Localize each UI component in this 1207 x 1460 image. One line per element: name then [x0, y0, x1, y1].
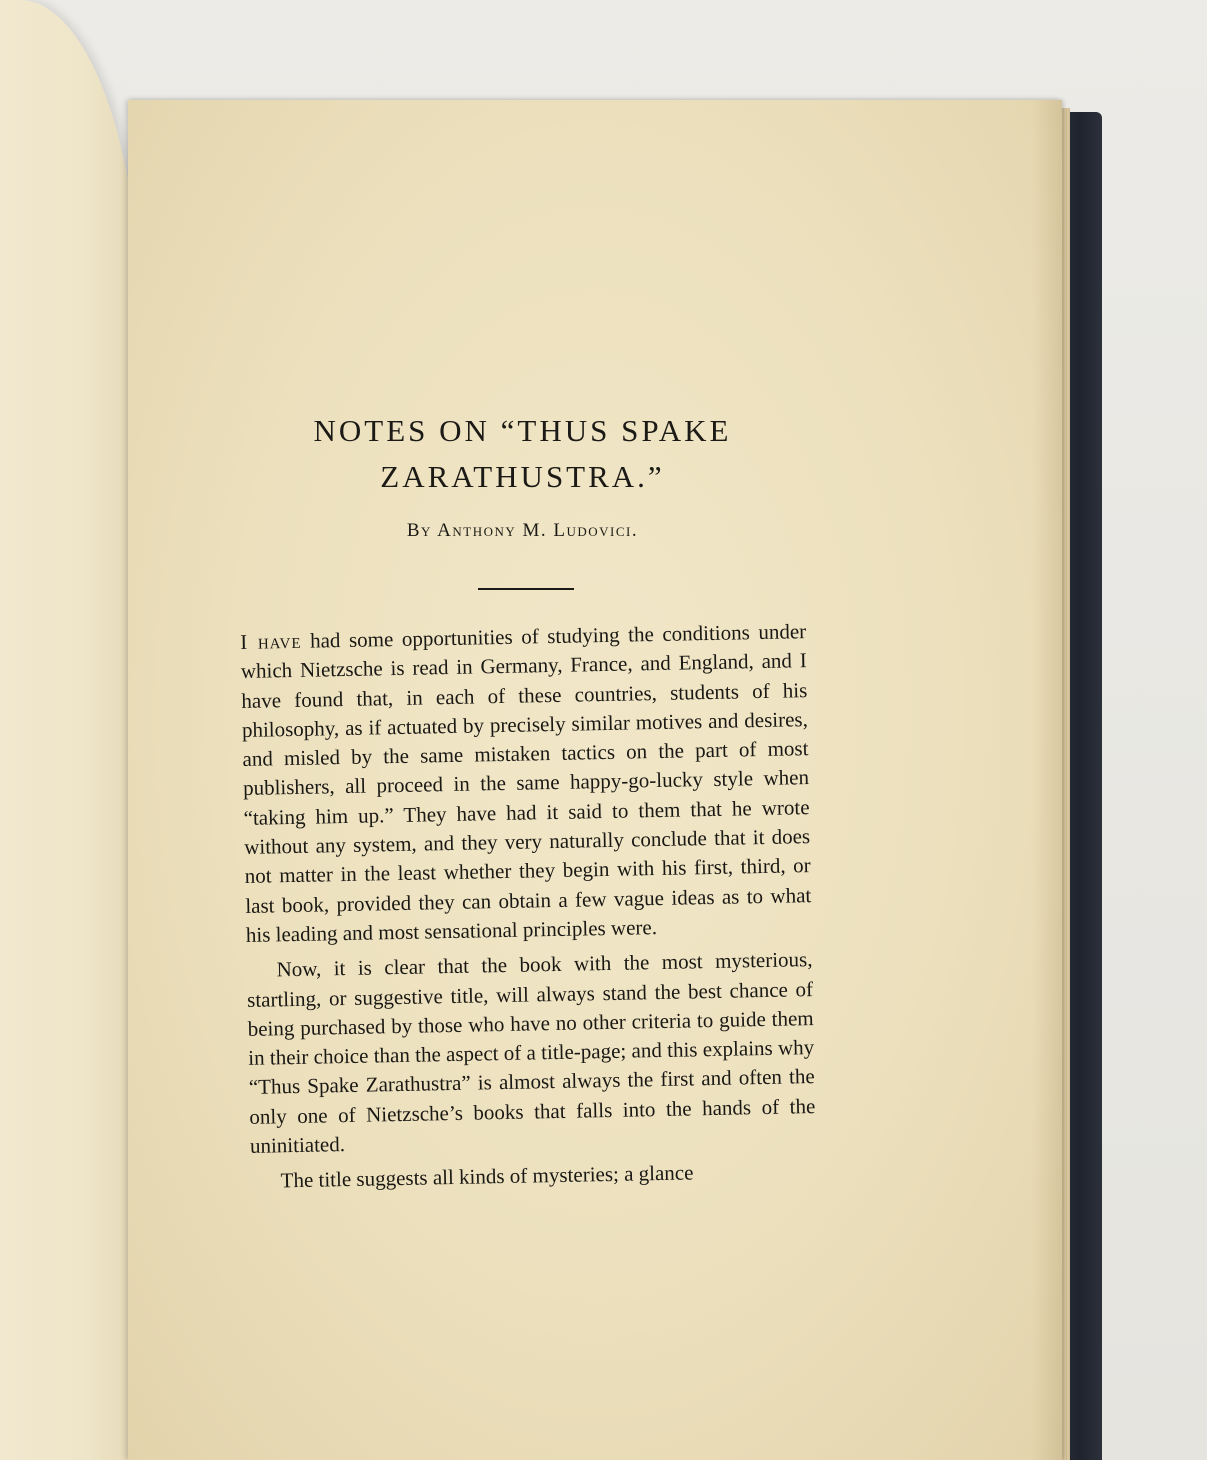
author-byline: By Anthony M. Ludovici. — [406, 520, 639, 541]
paragraph-text: The title suggests all kinds of mysteries; a glance — [280, 1160, 694, 1193]
paragraph-text: had some opportunities of studying the conditions under which Nietzsche is read in Germany, France, and England, and I have found that, in each of these countries, students of his philosophy, as if actuated by precisely similar motives and desires, and misled by the same mistaken tactics on the part of most publishers, all proceed in the same happy-go-lucky style when “taking him up.” They have had it said to them that he wrote without any system, and they very naturally conclude that it does not matter in the least whether they begin with his first, third, or last book, provided they can obtain a few vague ideas as to what his leading and most sensational principles were. — [240, 619, 812, 947]
paragraph-3 — [250, 1156, 816, 1196]
drop-lead: I have — [240, 628, 302, 654]
title-line-2: ZARATHUSTRA.” — [380, 459, 665, 494]
paragraph-2 — [246, 945, 816, 1161]
facing-page-edge — [0, 0, 140, 1460]
paragraph-1 — [240, 617, 812, 950]
divider-rule — [478, 588, 574, 590]
paragraph-text: Now, it is clear that the book with the most mysterious, startling, or suggestive title, will always stand the best chance of being purchased by those who have no other criteria to guide them in their choice than the aspect of a title-page; and this explains why “Thus Spake Zarathustra” is almost always the first and often the only one of Nietzsche’s books that falls into the hands of the uninitiated. — [246, 947, 816, 1158]
article-title — [0, 408, 1045, 500]
article-body — [240, 617, 817, 1202]
title-line-1: NOTES ON “THUS SPAKE — [313, 413, 732, 448]
